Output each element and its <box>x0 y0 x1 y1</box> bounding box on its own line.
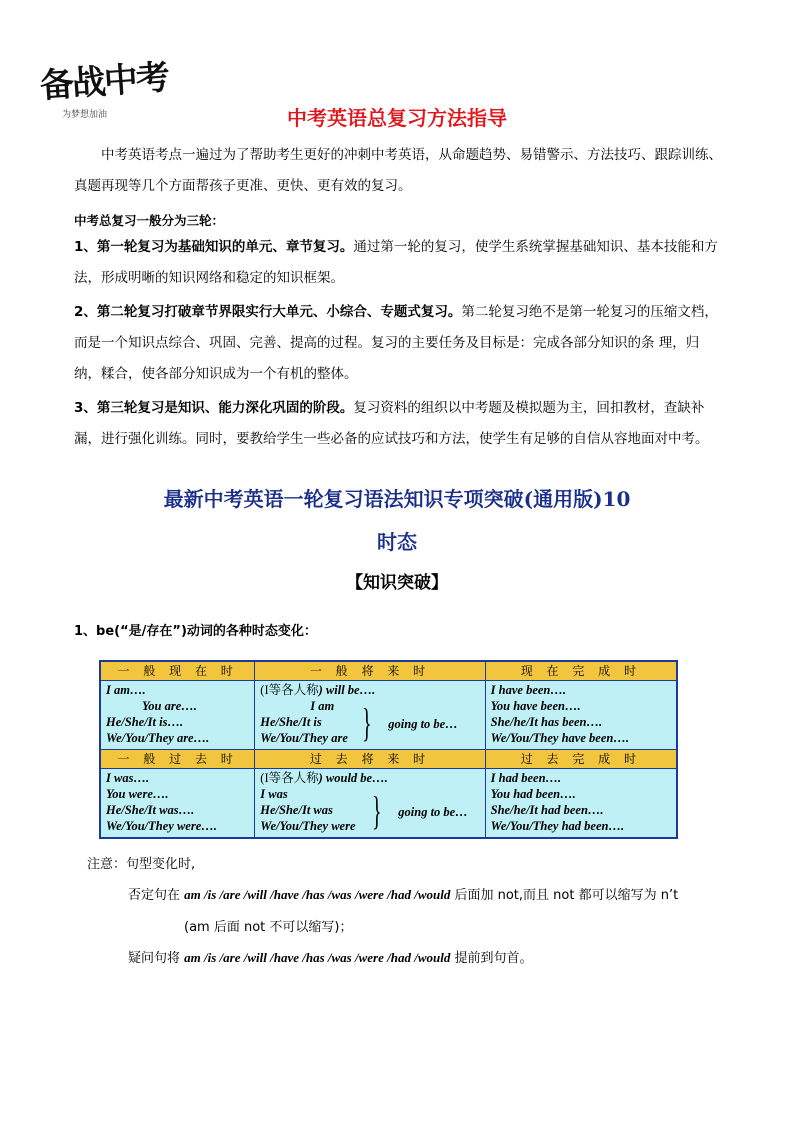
line: You had been…. <box>490 787 576 801</box>
intro-paragraph <box>74 140 724 202</box>
line: We/You/They are <box>260 731 348 745</box>
line: He/She/It was…. <box>106 803 195 817</box>
line: I was <box>260 787 288 801</box>
header-simple-present: 一 般 现 在 时 <box>100 661 255 681</box>
cell-past-perfect <box>485 769 677 839</box>
header-simple-future: 一 般 将 来 时 <box>255 661 485 681</box>
going: going to be… <box>388 717 458 731</box>
page-title: 中考英语总复习方法指导 <box>287 106 507 130</box>
note-question <box>128 947 533 966</box>
brace-icon: } <box>362 700 372 745</box>
line: We/You/They were <box>260 819 356 833</box>
text: (I <box>260 683 269 697</box>
line: We/You/They are…. <box>106 731 210 745</box>
line: You have been…. <box>490 699 581 713</box>
text: am /is /are /will /have /has /was /were /had /would <box>184 950 451 965</box>
line: I have been…. <box>490 683 566 697</box>
line: I was…. <box>106 771 150 785</box>
line: We/You/They were…. <box>106 819 217 833</box>
intro-text: 中考英语考点一遍过为了帮助考生更好的冲刺中考英语，从命题趋势、易错警示、方法技巧、跟踪训练、真题再现等几个方面帮孩子更准、更快、更有效的复习。 <box>74 147 722 194</box>
text: 否定句在 <box>128 888 181 903</box>
text: 提前到句首。 <box>454 951 533 966</box>
text: ) will be…. <box>318 683 376 697</box>
cell-simple-future <box>255 681 485 750</box>
header-past-future: 过 去 将 来 时 <box>255 750 485 769</box>
header-present-perfect: 现 在 完 成 时 <box>485 661 677 681</box>
text: am /is /are /will /have /has /was /were /had /would <box>184 887 451 902</box>
text: 疑问句将 <box>128 951 181 966</box>
main-subtitle: 时态 <box>377 530 417 554</box>
going: going to be… <box>398 805 468 819</box>
line: He/She/It was <box>260 803 333 817</box>
round-2-bold: 2、第二轮复习打破章节界限实行大单元、小综合、专题式复习。 <box>74 304 462 320</box>
cell-simple-past <box>100 769 255 839</box>
logo-text: 备战中考 <box>38 57 170 107</box>
text: 等各人称 <box>268 771 319 785</box>
line: I had been…. <box>490 771 562 785</box>
note-label: 注意：句型变化时, <box>87 857 196 872</box>
header-past-perfect: 过 去 完 成 时 <box>485 750 677 769</box>
round-3 <box>74 393 724 455</box>
round-3-bold: 3、第三轮复习是知识、能力深化巩固的阶段。 <box>74 400 354 416</box>
cell-past-future <box>255 769 485 839</box>
line: He/She/It is <box>260 715 322 729</box>
section-heading: 【知识突破】 <box>346 573 448 593</box>
cell-present-perfect <box>485 681 677 750</box>
line: You were…. <box>106 787 169 801</box>
note-negative-paren: (am 后面 not 不可以缩写)； <box>184 920 353 935</box>
text: 等各人称 <box>268 683 319 697</box>
text: (I <box>260 771 269 785</box>
main-title: 最新中考英语一轮复习语法知识专项突破(通用版)10 <box>163 487 631 511</box>
round-1-text: 通过第一轮的复习，使学生系统掌握基础知识、基本技能和方法，形成明晰的知识网络和稳定的知识框架。 <box>74 239 718 286</box>
brace-icon: } <box>372 788 382 833</box>
text: 后面加 not,而且 not 都可以缩写为 n’t <box>454 888 679 903</box>
header-simple-past: 一 般 过 去 时 <box>100 750 255 769</box>
future-brace-group <box>260 698 479 748</box>
line: I am…. <box>106 683 146 697</box>
round-2 <box>74 297 724 390</box>
past-future-brace-group <box>260 786 479 836</box>
round-3-text: 复习资料的组织以中考题及模拟题为主，回扣教材，查缺补漏，进行强化训练。同时，要教给学生一些必备的应试技巧和方法，使学生有足够的自信从容地面对中考。 <box>74 400 709 447</box>
round-1-bold: 1、第一轮复习为基础知识的单元、章节复习。 <box>74 239 354 255</box>
tense-table <box>99 660 678 839</box>
note-negative <box>128 884 678 903</box>
line: We/You/They had been…. <box>490 819 625 833</box>
cell-simple-present <box>100 681 255 750</box>
logo-subtitle: 为梦想加油 <box>62 110 108 120</box>
round-2-text: 第二轮复习绝不是第一轮复习的压缩文档，而是一个知识点综合、巩固、完善、提高的过程。复习的主要任务及目标是：完成各部分知识的条 理，归纳，糅合，使各部分知识成为一个有机的整体。 <box>74 304 718 382</box>
item-1-label: 1、be(“是/存在”)动词的各种时态变化： <box>74 624 317 639</box>
line: We/You/They have been…. <box>490 731 629 745</box>
line: He/She/It is…. <box>106 715 184 729</box>
line: She/he/It has been…. <box>490 715 603 729</box>
line: You are…. <box>142 699 197 713</box>
rounds-heading: 中考总复习一般分为三轮： <box>74 213 225 228</box>
round-1 <box>74 232 724 294</box>
line: I am <box>310 699 335 713</box>
line: She/he/It had been…. <box>490 803 604 817</box>
text: ) would be…. <box>318 771 388 785</box>
